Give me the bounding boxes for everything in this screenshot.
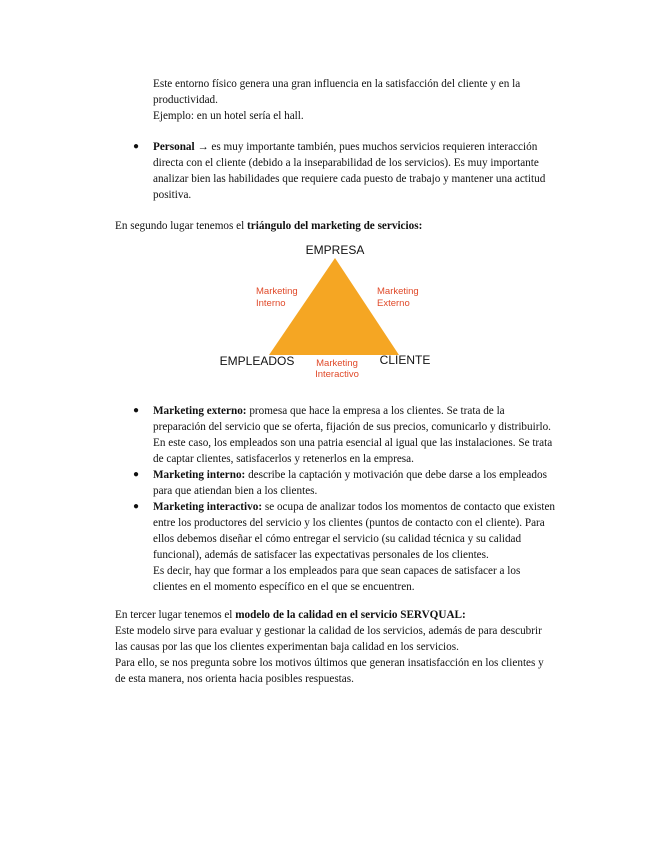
bullet-interactivo <box>133 499 603 595</box>
marketing-bullets <box>133 403 603 595</box>
bullet-icon: ● <box>133 141 140 152</box>
intro-example: Ejemplo: en un hotel sería el hall. <box>153 110 304 122</box>
label-marketing-externo-1: Marketing <box>377 286 419 297</box>
triangle-intro <box>115 218 595 234</box>
bullet-interno <box>133 467 603 499</box>
intro-line: Este entorno físico genera una gran influencia en la satisfacción del cliente y en la <box>153 78 521 90</box>
triangle-intro-text: En segundo lugar tenemos el <box>115 220 248 232</box>
label-marketing-interno-1: Marketing <box>256 286 298 297</box>
label-marketing-externo-2: Externo <box>377 298 410 309</box>
interactivo-line: funcional), además de satisfacer las expectativas personales de los clientes. <box>153 549 489 561</box>
externo-line: preparación del servicio que se oferta, fijación de sus precios, comunicarlo y distribuirlo. <box>153 421 551 433</box>
interactivo-line: entre los productores del servicio y los clientes (puntos de contacto con el cliente). Para <box>153 517 545 529</box>
servqual-line: las causas por las que los clientes experimentan baja calidad en los servicios. <box>115 641 459 653</box>
externo-line: de captar clientes, satisfacerlos y retenerlos en la empresa. <box>153 453 414 465</box>
servqual-line: Para ello, se nos pregunta sobre los motivos últimos que generan insatisfacción en los clientes y <box>115 657 544 669</box>
servqual-bold: modelo de la calidad en el servicio SERVQUAL: <box>235 609 466 621</box>
label-marketing-interactivo-1: Marketing <box>316 358 358 369</box>
bullet-icon: ● <box>133 469 140 480</box>
bullet-icon: ● <box>133 405 140 416</box>
triangle-svg <box>212 240 442 385</box>
personal-line: directa con el cliente (debido a la inseparabilidad de los servicios). Es muy importante <box>153 157 539 169</box>
personal-term: Personal <box>153 141 195 153</box>
intro-line: productividad. <box>153 94 218 106</box>
bullet-externo <box>133 403 603 467</box>
label-empresa: EMPRESA <box>305 243 365 257</box>
servqual-line: de esta manera, nos orienta hacia posibles respuestas. <box>115 673 354 685</box>
externo-term: Marketing externo: <box>153 405 247 417</box>
label-marketing-interactivo-2: Interactivo <box>315 369 359 380</box>
interno-text: describe la captación y motivación que debe darse a los empleados <box>245 469 547 481</box>
marketing-triangle-diagram <box>212 240 442 385</box>
label-marketing-interno-2: Interno <box>256 298 286 309</box>
externo-line: En este caso, los empleados son una patria esencial al igual que las instalaciones. Se trata <box>153 437 553 449</box>
interactivo-line: clientes en el momento específico en el que se encuentren. <box>153 581 415 593</box>
servqual-prefix: En tercer lugar tenemos el <box>115 609 236 621</box>
personal-line: analizar bien las habilidades que requiere cada puesto de trabajo y mantener una actitud <box>153 173 546 185</box>
bullet-icon: ● <box>133 501 140 512</box>
arrow-glyph: → <box>194 141 212 153</box>
interno-term: Marketing interno: <box>153 469 246 481</box>
interactivo-term: Marketing interactivo: <box>153 501 263 513</box>
personal-text: es muy importante también, pues muchos servicios requieren interacción <box>211 141 538 153</box>
triangle-intro-bold: triángulo del marketing de servicios: <box>247 220 423 232</box>
interactivo-line: Es decir, hay que formar a los empleados para que sean capaces de satisfacer a los <box>153 565 521 577</box>
servqual-paragraph <box>115 607 605 687</box>
interactivo-line: ellos debemos diseñar el cómo entregar el servicio (su calidad técnica y su calidad <box>153 533 522 545</box>
externo-text: promesa que hace la empresa a los clientes. Se trata de la <box>246 405 505 417</box>
servqual-line: Este modelo sirve para evaluar y gestionar la calidad de los servicios, además de para descubrir <box>115 625 542 637</box>
personal-line: positiva. <box>153 189 192 201</box>
label-cliente: CLIENTE <box>379 353 431 367</box>
intro-paragraph <box>153 76 603 124</box>
bullet-personal <box>133 139 603 203</box>
interactivo-text: se ocupa de analizar todos los momentos de contacto que existen <box>262 501 556 513</box>
interno-line: para que atiendan bien a los clientes. <box>153 485 318 497</box>
label-empleados: EMPLEADOS <box>219 354 295 368</box>
